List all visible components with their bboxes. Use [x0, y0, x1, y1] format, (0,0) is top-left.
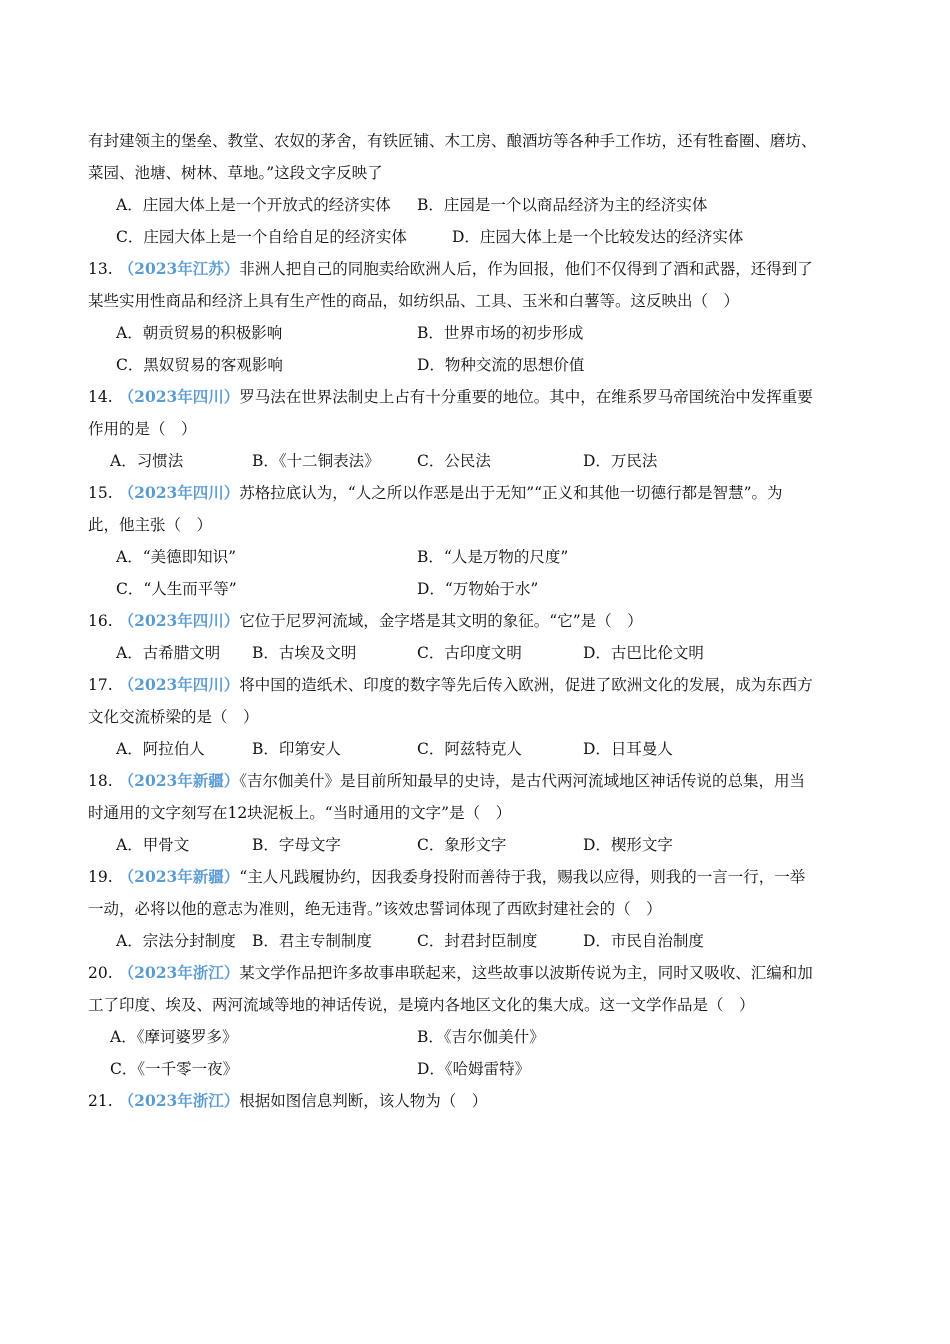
q14-option-b: B．《十二铜表法》: [252, 452, 380, 470]
question-text: 苏格拉底认为，“人之所以作恶是出于无知”“正义和其他一切德行都是智慧”。为: [239, 484, 783, 502]
q15-option-c: C．“人生而平等”: [116, 580, 237, 598]
q19-option-a: A．宗法分封制度: [116, 932, 236, 950]
q19-option-b: B．君主专制制度: [252, 932, 372, 950]
q20-option-d: D．《哈姆雷特》: [417, 1060, 531, 1078]
q15-stem-line2: 此，他主张（ ）: [88, 516, 213, 534]
question-text: 《吉尔伽美什》是目前所知最早的史诗，是古代两河流域地区神话传说的总集，用当: [239, 772, 806, 790]
q18-option-a: A．甲骨文: [116, 836, 190, 854]
question-number: 17.: [88, 676, 113, 694]
question-number: 19.: [88, 868, 113, 886]
source-tag: （2023年浙江）: [118, 1091, 240, 1110]
question-number: 15.: [88, 484, 113, 502]
q20-stem-line1: [88, 963, 868, 983]
q19-option-c: C．封君封臣制度: [417, 932, 538, 950]
q19-stem-line1: [88, 867, 868, 887]
q20-option-b: B．《吉尔伽美什》: [417, 1028, 545, 1046]
q15-option-b: B．“人是万物的尺度”: [417, 548, 569, 566]
q16-option-d: D．古巴比伦文明: [583, 644, 704, 662]
q17-option-d: D．日耳曼人: [583, 740, 673, 758]
source-tag: （2023年新疆）: [118, 867, 240, 886]
question-number: 20.: [88, 964, 113, 982]
source-tag: （2023年新疆）: [118, 771, 240, 790]
q13-option-c: C．黑奴贸易的客观影响: [116, 356, 283, 374]
source-tag: （2023年四川）: [118, 387, 240, 406]
q13-stem-line1: [88, 259, 868, 279]
q17-option-c: C．阿兹特克人: [417, 740, 522, 758]
source-tag: （2023年四川）: [118, 611, 240, 630]
source-tag: （2023年江苏）: [118, 259, 240, 278]
q14-option-d: D．万民法: [583, 452, 658, 470]
question-text: 根据如图信息判断，该人物为（ ）: [239, 1092, 488, 1110]
source-tag: （2023年四川）: [118, 483, 240, 502]
q20-option-a: A．《摩诃婆罗多》: [110, 1028, 238, 1046]
question-text: 它位于尼罗河流域，金字塔是其文明的象征。“它”是（ ）: [239, 612, 643, 630]
q17-option-b: B．印第安人: [252, 740, 341, 758]
q19-option-d: D．市民自治制度: [583, 932, 704, 950]
q13-option-b: B．世界市场的初步形成: [417, 324, 584, 342]
q18-option-c: C．象形文字: [417, 836, 507, 854]
source-tag: （2023年四川）: [118, 675, 240, 694]
q18-option-d: D．楔形文字: [583, 836, 673, 854]
q12-stem-line2: 菜园、池塘、树林、草地。”这段文字反映了: [88, 164, 383, 182]
question-number: 21.: [88, 1092, 113, 1110]
q12-option-b: B．庄园是一个以商品经济为主的经济实体: [417, 196, 708, 214]
q13-stem-line2: 某些实用性商品和经济上具有生产性的商品，如纺织品、工具、玉米和白薯等。这反映出（ ）: [88, 292, 740, 310]
q16-option-b: B．古埃及文明: [252, 644, 357, 662]
q17-stem-line2: 文化交流桥梁的是（ ）: [88, 708, 259, 726]
q12-option-c: C．庄园大体上是一个自给自足的经济实体: [116, 228, 407, 246]
q14-stem-line2: 作用的是（ ）: [88, 420, 197, 438]
q18-option-b: B．字母文字: [252, 836, 341, 854]
q16-option-a: A．古希腊文明: [116, 644, 221, 662]
question-number: 18.: [88, 772, 113, 790]
q16-stem-line1: [88, 611, 868, 631]
q13-option-d: D．物种交流的思想价值: [417, 356, 585, 374]
question-text: “主人凡践履协约，因我委身投附而善待于我，赐我以应得，则我的一言一行，一举: [239, 868, 806, 886]
q14-stem-line1: [88, 387, 868, 407]
q12-stem-line1: 有封建领主的堡垒、教堂、农奴的茅舍，有铁匠铺、木工房、酿酒坊等各种手工作坊，还有牲畜圈、磨坊、: [88, 132, 817, 150]
question-text: 某文学作品把许多故事串联起来，这些故事以波斯传说为主，同时又吸收、汇编和加: [239, 964, 813, 982]
q21-stem-line1: [88, 1091, 868, 1111]
question-number: 13.: [88, 260, 113, 278]
q19-stem-line2: 一动，必将以他的意志为准则，绝无违背。”该效忠誓词体现了西欧封建社会的（ ）: [88, 900, 662, 918]
question-number: 16.: [88, 612, 113, 630]
q20-stem-line2: 工了印度、埃及、两河流域等地的神话传说，是境内各地区文化的集大成。这一文学作品是（ ）: [88, 996, 755, 1014]
q16-option-c: C．古印度文明: [417, 644, 522, 662]
question-number: 14.: [88, 388, 113, 406]
q20-option-c: C．《一千零一夜》: [110, 1060, 239, 1078]
q15-option-d: D．“万物始于水”: [417, 580, 539, 598]
q18-stem-line1: [88, 771, 868, 791]
q15-option-a: A．“美德即知识”: [116, 548, 237, 566]
q18-stem-line2: 时通用的文字刻写在12块泥板上。“当时通用的文字”是（ ）: [88, 804, 512, 822]
q14-option-c: C．公民法: [417, 452, 491, 470]
question-text: 非洲人把自己的同胞卖给欧洲人后，作为回报，他们不仅得到了酒和武器，还得到了: [239, 260, 813, 278]
q14-option-a: A．习惯法: [110, 452, 184, 470]
question-text: 将中国的造纸术、印度的数字等先后传入欧洲，促进了欧洲文化的发展，成为东西方: [239, 676, 813, 694]
q13-option-a: A．朝贡贸易的积极影响: [116, 324, 283, 342]
q17-option-a: A．阿拉伯人: [116, 740, 205, 758]
source-tag: （2023年浙江）: [118, 963, 240, 982]
q12-option-d: D．庄园大体上是一个比较发达的经济实体: [452, 228, 744, 246]
q17-stem-line1: [88, 675, 868, 695]
q15-stem-line1: [88, 483, 868, 503]
question-text: 罗马法在世界法制史上占有十分重要的地位。其中，在维系罗马帝国统治中发挥重要: [239, 388, 813, 406]
q12-option-a: A．庄园大体上是一个开放式的经济实体: [116, 196, 391, 214]
